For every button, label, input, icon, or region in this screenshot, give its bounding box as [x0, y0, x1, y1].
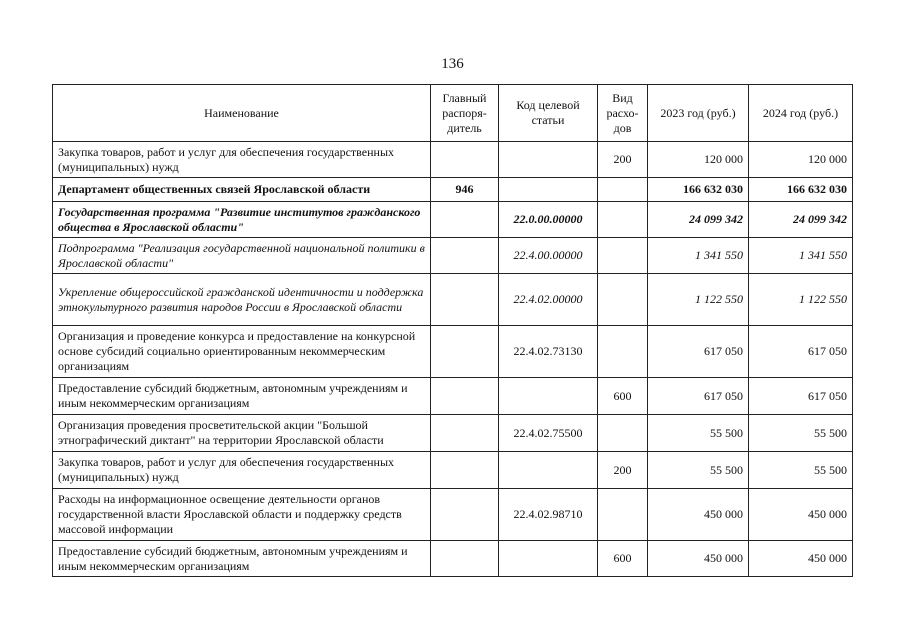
- table-row: [53, 142, 853, 178]
- cell-main-manager: [431, 142, 499, 178]
- table-row: [53, 274, 853, 326]
- cell-name: Государственная программа "Развитие институтов гражданского общества в Ярославской области": [53, 202, 431, 238]
- cell-year-2024: 24 099 342: [749, 202, 853, 238]
- cell-year-2023: 617 050: [648, 326, 749, 378]
- cell-main-manager: [431, 326, 499, 378]
- cell-target-code: 22.0.00.00000: [499, 202, 598, 238]
- cell-year-2024: 120 000: [749, 142, 853, 178]
- cell-expense-type: [598, 274, 648, 326]
- header-year-2023: 2023 год (руб.): [648, 85, 749, 142]
- cell-year-2024: 166 632 030: [749, 178, 853, 202]
- table-row: [53, 202, 853, 238]
- cell-name: Организация проведения просветительской акции "Большой этнографический диктант" на территории Ярославской области: [53, 415, 431, 452]
- budget-table: [52, 84, 853, 577]
- table-row: [53, 178, 853, 202]
- cell-expense-type: [598, 326, 648, 378]
- table-row: [53, 489, 853, 541]
- cell-target-code: 22.4.02.98710: [499, 489, 598, 541]
- table-row: [53, 326, 853, 378]
- cell-expense-type: 200: [598, 142, 648, 178]
- header-target-code: Код целевой статьи: [499, 85, 598, 142]
- cell-target-code: 22.4.02.00000: [499, 274, 598, 326]
- cell-expense-type: 600: [598, 378, 648, 415]
- cell-year-2023: 55 500: [648, 452, 749, 489]
- cell-year-2023: 24 099 342: [648, 202, 749, 238]
- cell-year-2024: 450 000: [749, 489, 853, 541]
- cell-target-code: [499, 452, 598, 489]
- page-number: 136: [441, 56, 464, 72]
- cell-name: Закупка товаров, работ и услуг для обеспечения государственных (муниципальных) нужд: [53, 452, 431, 489]
- cell-year-2024: 1 341 550: [749, 238, 853, 274]
- cell-target-code: [499, 178, 598, 202]
- table-row: [53, 378, 853, 415]
- table-row: [53, 452, 853, 489]
- cell-expense-type: 200: [598, 452, 648, 489]
- cell-year-2024: 450 000: [749, 541, 853, 577]
- table-row: [53, 238, 853, 274]
- cell-year-2023: 1 122 550: [648, 274, 749, 326]
- cell-name: Предоставление субсидий бюджетным, автономным учреждениям и иным некоммерческим организациям: [53, 378, 431, 415]
- cell-expense-type: [598, 178, 648, 202]
- cell-year-2023: 450 000: [648, 489, 749, 541]
- cell-target-code: [499, 142, 598, 178]
- cell-year-2023: 1 341 550: [648, 238, 749, 274]
- cell-main-manager: [431, 489, 499, 541]
- table-row: [53, 541, 853, 577]
- cell-main-manager: [431, 202, 499, 238]
- cell-year-2024: 55 500: [749, 415, 853, 452]
- cell-year-2023: 120 000: [648, 142, 749, 178]
- table-row: [53, 415, 853, 452]
- cell-name: Подпрограмма "Реализация государственной национальной политики в Ярославской области": [53, 238, 431, 274]
- cell-main-manager: [431, 415, 499, 452]
- cell-main-manager: [431, 274, 499, 326]
- header-year-2024: 2024 год (руб.): [749, 85, 853, 142]
- cell-year-2024: 55 500: [749, 452, 853, 489]
- cell-year-2023: 617 050: [648, 378, 749, 415]
- cell-main-manager: [431, 541, 499, 577]
- cell-target-code: [499, 378, 598, 415]
- cell-year-2024: 617 050: [749, 378, 853, 415]
- cell-name: Закупка товаров, работ и услуг для обеспечения государственных (муниципальных) нужд: [53, 142, 431, 178]
- cell-year-2023: 55 500: [648, 415, 749, 452]
- cell-expense-type: [598, 415, 648, 452]
- cell-main-manager: [431, 452, 499, 489]
- cell-name: Расходы на информационное освещение деятельности органов государственной власти Ярославской области и поддержку средств массовой информации: [53, 489, 431, 541]
- cell-main-manager: [431, 378, 499, 415]
- cell-name: Организация и проведение конкурса и предоставление на конкурсной основе субсидий социально ориентированным некоммерческим организациям: [53, 326, 431, 378]
- cell-expense-type: [598, 238, 648, 274]
- cell-name: Укрепление общероссийской гражданской идентичности и поддержка этнокультурного развития народов России в Ярославской области: [53, 274, 431, 326]
- cell-main-manager: [431, 238, 499, 274]
- cell-year-2024: 617 050: [749, 326, 853, 378]
- cell-expense-type: [598, 202, 648, 238]
- cell-expense-type: [598, 489, 648, 541]
- cell-year-2023: 166 632 030: [648, 178, 749, 202]
- cell-target-code: [499, 541, 598, 577]
- cell-expense-type: 600: [598, 541, 648, 577]
- cell-name: Департамент общественных связей Ярославской области: [53, 178, 431, 202]
- cell-target-code: 22.4.00.00000: [499, 238, 598, 274]
- header-main-manager: Главный распоря-дитель: [431, 85, 499, 142]
- cell-year-2023: 450 000: [648, 541, 749, 577]
- cell-target-code: 22.4.02.75500: [499, 415, 598, 452]
- header-expense-type: Вид расхо-дов: [598, 85, 648, 142]
- cell-main-manager: 946: [431, 178, 499, 202]
- table-header-row: [53, 85, 853, 142]
- header-name: Наименование: [53, 85, 431, 142]
- cell-target-code: 22.4.02.73130: [499, 326, 598, 378]
- cell-year-2024: 1 122 550: [749, 274, 853, 326]
- cell-name: Предоставление субсидий бюджетным, автономным учреждениям и иным некоммерческим организациям: [53, 541, 431, 577]
